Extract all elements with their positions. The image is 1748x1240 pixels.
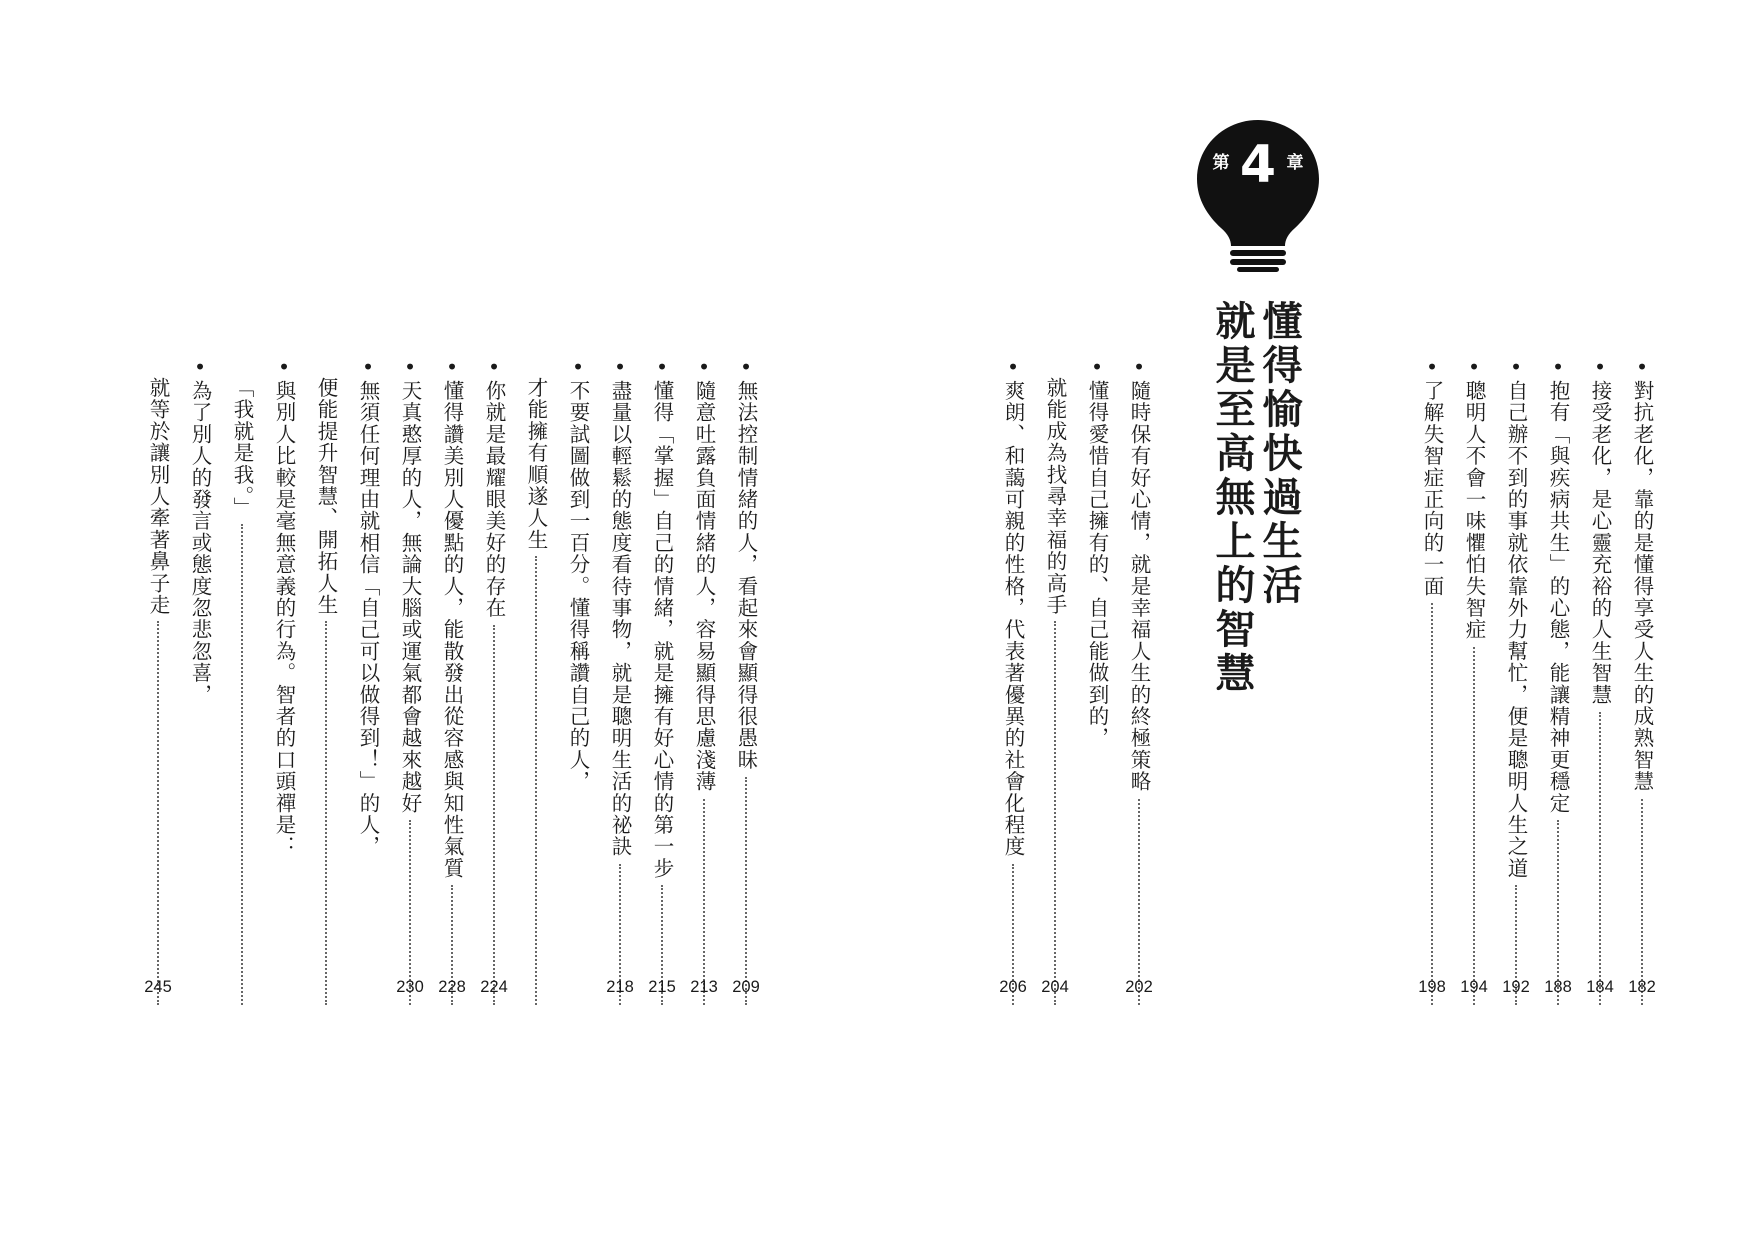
toc-entry[interactable] bbox=[733, 355, 759, 1013]
toc-entry[interactable] bbox=[397, 355, 423, 1013]
toc-entry[interactable] bbox=[145, 355, 171, 1013]
bullet-icon: • bbox=[1462, 355, 1486, 381]
chapter-title-line2: 就是至高無上的智慧 bbox=[1209, 300, 1255, 696]
dotted-leader bbox=[493, 625, 495, 1005]
bullet-icon: • bbox=[1085, 355, 1109, 381]
toc-entry-title: 接受老化，是心靈充裕的人生智慧 bbox=[1588, 380, 1612, 706]
bullet-icon: • bbox=[1420, 355, 1444, 381]
page-number[interactable]: 194 bbox=[1460, 978, 1488, 996]
toc-entry[interactable] bbox=[271, 355, 297, 1013]
toc-entry-title: 隨意吐露負面情緒的人，容易顯得思慮淺薄 bbox=[692, 380, 716, 793]
toc-entry[interactable] bbox=[313, 355, 339, 1013]
toc-entry-title: 抱有「與疾病共生」的心態，能讓精神更穩定 bbox=[1546, 380, 1570, 815]
dotted-leader bbox=[535, 556, 537, 1005]
toc-entry-title: 就等於讓別人牽著鼻子走 bbox=[146, 376, 170, 616]
toc-entry-title: 對抗老化，靠的是懂得享受人生的成熟智慧 bbox=[1630, 380, 1654, 793]
toc-entry-title: 懂得「掌握」自己的情緒，就是擁有好心情的第一步 bbox=[650, 380, 674, 880]
dotted-leader bbox=[745, 777, 747, 1005]
indent-spacer bbox=[229, 355, 255, 377]
bullet-icon: • bbox=[1588, 355, 1612, 381]
toc-entry-title: 你就是最耀眼美好的存在 bbox=[482, 380, 506, 619]
toc-entry-title: 天真憨厚的人，無論大腦或運氣都會越來越好 bbox=[398, 380, 422, 815]
toc-entry[interactable] bbox=[481, 355, 507, 1013]
toc-entry[interactable] bbox=[229, 355, 255, 1013]
dotted-leader bbox=[703, 799, 705, 1005]
bullet-icon: • bbox=[650, 355, 674, 381]
page-number[interactable]: 228 bbox=[438, 978, 466, 996]
toc-entry[interactable] bbox=[1000, 355, 1026, 1013]
toc-entry-title: 懂得讚美別人優點的人，能散發出從容感與知性氣質 bbox=[440, 380, 464, 880]
lightbulb-chapter-icon bbox=[1197, 120, 1319, 272]
toc-entry[interactable] bbox=[1042, 355, 1068, 1013]
toc-entry[interactable] bbox=[565, 355, 591, 1013]
toc-entry-title: 才能擁有順遂人生 bbox=[524, 376, 548, 551]
page-number[interactable]: 230 bbox=[396, 978, 424, 996]
bullet-icon: • bbox=[734, 355, 758, 381]
indent-spacer bbox=[313, 355, 339, 377]
toc-entry[interactable] bbox=[1629, 355, 1655, 1013]
bullet-icon: • bbox=[398, 355, 422, 381]
dotted-leader bbox=[157, 621, 159, 1005]
indent-spacer bbox=[1042, 355, 1068, 377]
chapter-title-line1: 懂得愉快過生活 bbox=[1256, 300, 1302, 608]
toc-entry[interactable] bbox=[607, 355, 633, 1013]
page-number[interactable]: 218 bbox=[606, 978, 634, 996]
dotted-leader bbox=[325, 621, 327, 1005]
bulb-base-stripe bbox=[1230, 259, 1286, 265]
toc-entry-title: 就能成為找尋幸福的高手 bbox=[1043, 376, 1067, 616]
toc-entry-title: 不要試圖做到一百分。懂得稱讚自己的人， bbox=[566, 380, 590, 793]
indent-spacer bbox=[523, 355, 549, 377]
toc-entry[interactable] bbox=[1587, 355, 1613, 1013]
toc-entry[interactable] bbox=[1545, 355, 1571, 1013]
toc-entry-title: 懂得愛惜自己擁有的、自己能做到的， bbox=[1085, 380, 1109, 750]
toc-entry[interactable] bbox=[439, 355, 465, 1013]
bulb-base-stripe bbox=[1230, 250, 1286, 256]
toc-entry-title: 爽朗、和藹可親的性格，代表著優異的社會化程度 bbox=[1001, 380, 1025, 858]
page-number[interactable]: 245 bbox=[144, 978, 172, 996]
toc-entry[interactable] bbox=[187, 355, 213, 1013]
page-number[interactable]: 213 bbox=[690, 978, 718, 996]
dotted-leader bbox=[1054, 621, 1056, 1005]
bulb-base-stripe bbox=[1237, 267, 1279, 272]
bullet-icon: • bbox=[692, 355, 716, 381]
toc-entry[interactable] bbox=[649, 355, 675, 1013]
toc-entry-title: 自己辦不到的事就依靠外力幫忙，便是聰明人生之道 bbox=[1504, 380, 1528, 880]
toc-entry-title: 了解失智症正向的一面 bbox=[1420, 380, 1444, 598]
toc-entry[interactable] bbox=[1461, 355, 1487, 1013]
toc-entry-title: 隨時保有好心情，就是幸福人生的終極策略 bbox=[1127, 380, 1151, 793]
bullet-icon: • bbox=[482, 355, 506, 381]
toc-entry[interactable] bbox=[355, 355, 381, 1013]
toc-entry[interactable] bbox=[691, 355, 717, 1013]
page-number[interactable]: 192 bbox=[1502, 978, 1530, 996]
dotted-leader bbox=[1599, 712, 1601, 1005]
toc-entry[interactable] bbox=[1419, 355, 1445, 1013]
dotted-leader bbox=[1641, 799, 1643, 1005]
chapter-number: 4 bbox=[1239, 135, 1277, 195]
dotted-leader bbox=[1431, 603, 1433, 1005]
toc-entry-title: 無法控制情緒的人，看起來會顯得很愚昧 bbox=[734, 380, 758, 771]
page-number[interactable]: 209 bbox=[732, 978, 760, 996]
page-number[interactable]: 182 bbox=[1628, 978, 1656, 996]
chapter-prefix: 第 bbox=[1212, 153, 1230, 173]
chapter-suffix: 章 bbox=[1286, 153, 1304, 173]
bullet-icon: • bbox=[1127, 355, 1151, 381]
toc-entry-title: 便能提升智慧、開拓人生 bbox=[314, 376, 338, 616]
page-number[interactable]: 198 bbox=[1418, 978, 1446, 996]
toc-entry-title: 「我就是我。」 bbox=[230, 376, 254, 519]
bullet-icon: • bbox=[608, 355, 632, 381]
dotted-leader bbox=[241, 524, 243, 1005]
bullet-icon: • bbox=[272, 355, 296, 381]
page-number[interactable]: 215 bbox=[648, 978, 676, 996]
toc-entry-title: 聰明人不會一味懼怕失智症 bbox=[1462, 380, 1486, 641]
bullet-icon: • bbox=[440, 355, 464, 381]
toc-entry-title: 為了別人的發言或態度忽悲忽喜， bbox=[188, 380, 212, 706]
toc-entry[interactable] bbox=[1126, 355, 1152, 1013]
page-number[interactable]: 206 bbox=[999, 978, 1027, 996]
toc-entry-title: 盡量以輕鬆的態度看待事物，就是聰明生活的祕訣 bbox=[608, 380, 632, 858]
bullet-icon: • bbox=[1504, 355, 1528, 381]
dotted-leader bbox=[1138, 799, 1140, 1005]
page-number[interactable]: 224 bbox=[480, 978, 508, 996]
bullet-icon: • bbox=[1546, 355, 1570, 381]
indent-spacer bbox=[145, 355, 171, 377]
bullet-icon: • bbox=[188, 355, 212, 381]
toc-entry-title: 無須任何理由就相信「自己可以做得到！」的人， bbox=[356, 380, 380, 858]
toc-entry[interactable] bbox=[1084, 355, 1110, 1013]
bullet-icon: • bbox=[356, 355, 380, 381]
page-number[interactable]: 204 bbox=[1041, 978, 1069, 996]
toc-entry-title: 與別人比較是毫無意義的行為。智者的口頭禪是： bbox=[272, 380, 296, 858]
toc-entry[interactable] bbox=[1503, 355, 1529, 1013]
page-number[interactable]: 184 bbox=[1586, 978, 1614, 996]
toc-entry[interactable] bbox=[523, 355, 549, 1013]
bullet-icon: • bbox=[1630, 355, 1654, 381]
bullet-icon: • bbox=[1001, 355, 1025, 381]
dotted-leader bbox=[1473, 647, 1475, 1005]
page-number[interactable]: 188 bbox=[1544, 978, 1572, 996]
page-number[interactable]: 202 bbox=[1125, 978, 1153, 996]
bullet-icon: • bbox=[566, 355, 590, 381]
